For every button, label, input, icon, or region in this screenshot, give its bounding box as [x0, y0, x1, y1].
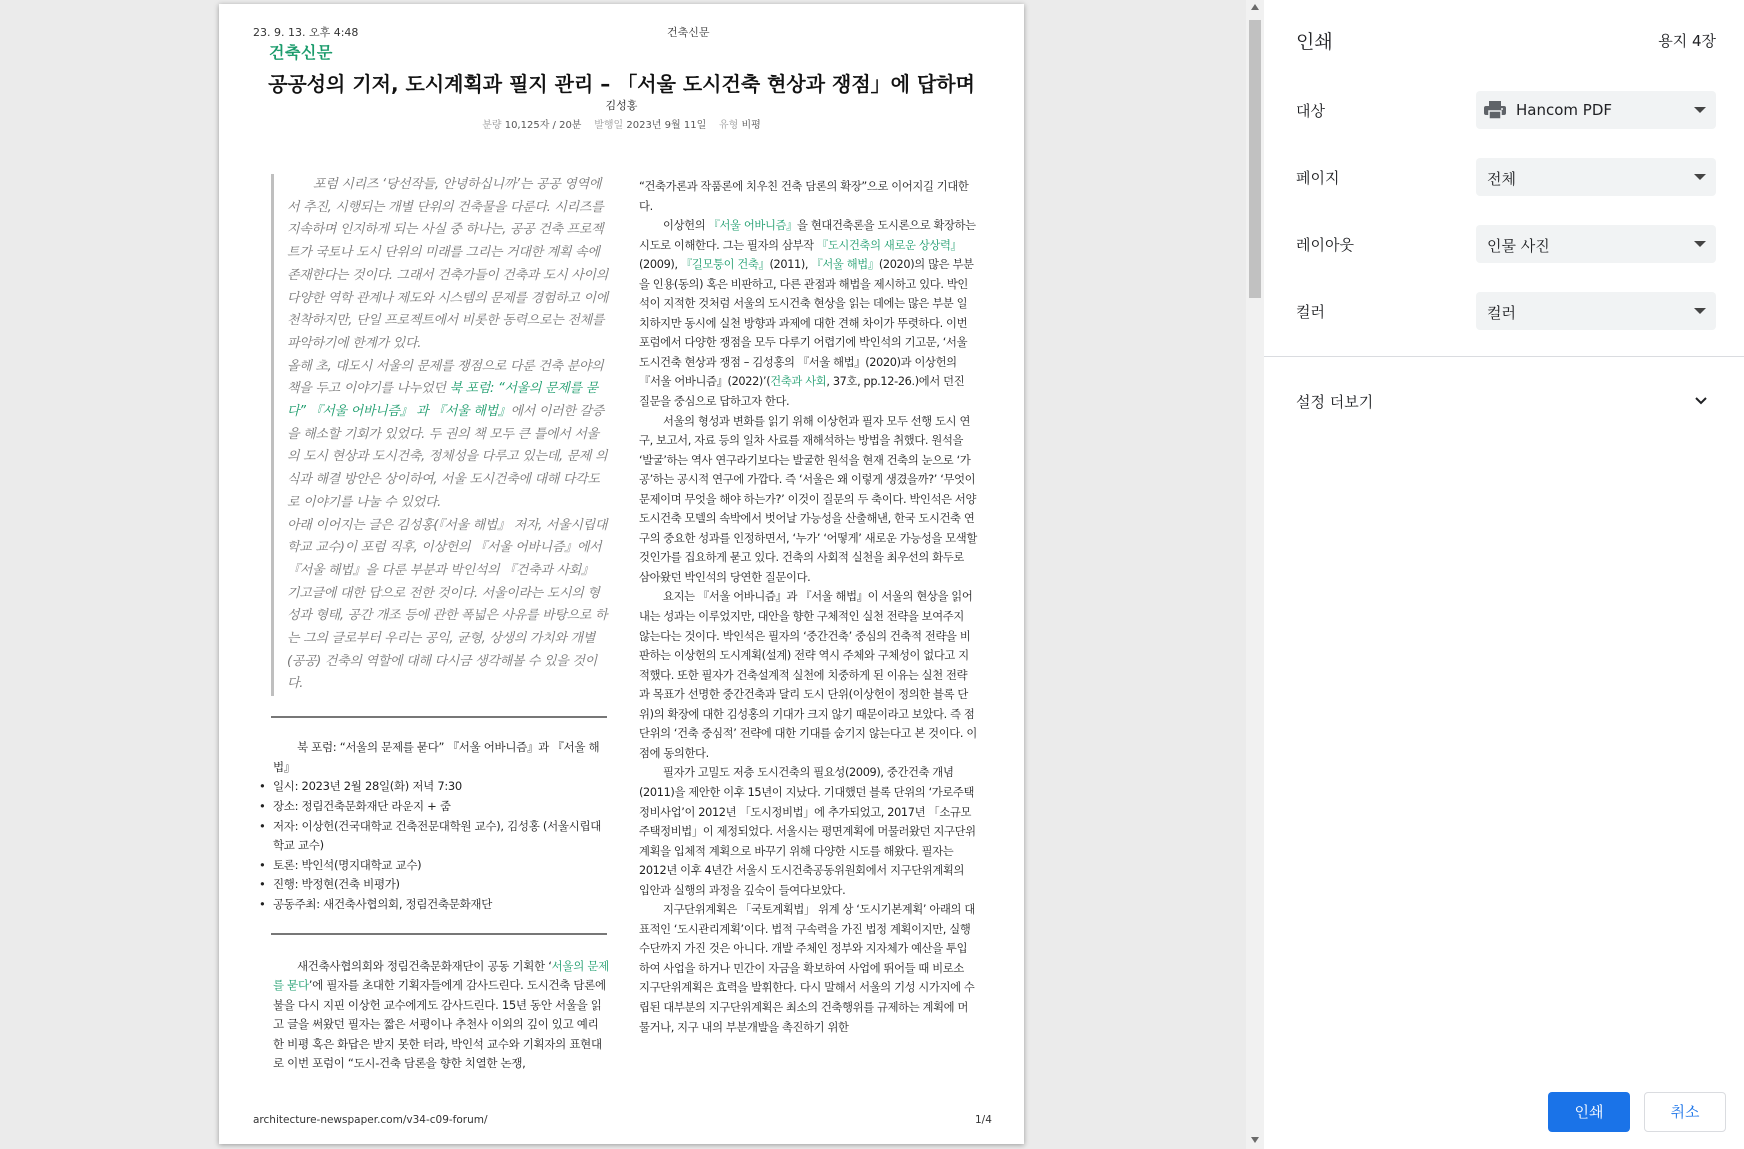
- quote-text: 에서 이러한 갈증을 해소할 기회가 있었다. 두 권의 책 모두 큰 틀에서 서울의 도시 현상과 도시건축, 정체성을 다루고 있는데, 문제 의식과 해결 방안은 상이하여, 서울 도시건축에 대해 다각도로 이야기를 나눌 수 있었다.: [287, 404, 608, 510]
- print-button[interactable]: 인쇄: [1548, 1092, 1630, 1132]
- book-link[interactable]: 『서울 해법』: [811, 258, 879, 272]
- list-item: • 일시: 2023년 2월 28일(화) 저녁 7:30: [273, 777, 609, 797]
- meta-date-value: 2023년 9월 11일: [626, 120, 707, 131]
- book-link[interactable]: 『도시건축의 새로운 상상력』: [816, 238, 962, 252]
- article-title: 공공성의 기저, 도시계획과 필지 관리 – 「서울 도시건축 현상과 쟁점」에 답하며: [268, 72, 975, 96]
- quote-paragraph: 포럼 시리즈 ‘당선작들, 안녕하십니까’는 공공 영역에서 추진, 시행되는 개별 단위의 건축물을 다룬다. 시리즈를 지속하며 인지하게 되는 사실 중 하나는, 공공 건축 프로젝트가 국토나 도시 단위의 미래를 그리는 거대한 계획 속에 존재한다는 것이다. 그래서 건축가들이 건축과 도시 사이의 다양한 역학 관계나 제도와 시스템의 문제를 경험하고 이에 천착하지만, 단일 프로젝트에서 비롯한 동력으로는 전체를 파악하기에 한계가 있다.: [287, 177, 609, 351]
- color-value: 컬러: [1487, 304, 1516, 322]
- meta-type-label: 유형: [718, 120, 739, 131]
- page-header-date: 23. 9. 13. 오후 4:48: [253, 26, 359, 39]
- pages-label: 페이지: [1296, 169, 1340, 187]
- pages-value: 전체: [1487, 170, 1516, 188]
- quote-text: 올해 초, 대도시 서울의 문제를 쟁점으로 다룬 건축 분야의 책을 두고 이야기를 나누었던: [287, 358, 604, 397]
- forum-info: [271, 738, 609, 914]
- quote-paragraph: [287, 356, 609, 515]
- printer-icon: [1484, 101, 1506, 119]
- more-settings-toggle[interactable]: 설정 더보기: [1296, 393, 1374, 411]
- destination-label: 대상: [1296, 102, 1325, 120]
- meta-type-value: 비평: [741, 120, 761, 131]
- divider: [271, 933, 607, 935]
- intro-paragraph: [271, 957, 609, 1075]
- list-item: • 공동주최: 새건축사협의회, 정림건축문화재단: [273, 895, 609, 915]
- site-logo: 건축신문: [269, 43, 333, 62]
- intro-text: ’에 필자를 초대한 기획자들에게 감사드린다. 도시건축 담론에 불을 다시 지핀 이상헌 교수에게도 감사드린다. 15년 동안 서울을 읽고 글을 써왔던 필자는 짧은 서평이나 추천사 이외의 깊이 있고 예리한 비평 혹은 화답은 받지 못한 터라, 박인석 교수와 기획자의 표현대로 이번 포럼이 “도시-건축 담론을 향한 치열한 논쟁,: [273, 978, 606, 1071]
- layout-value: 인물 사진: [1487, 237, 1550, 255]
- chevron-down-icon[interactable]: [1692, 392, 1710, 410]
- panel-title: 인쇄: [1296, 31, 1333, 53]
- meta-length-label: 분량: [482, 120, 502, 131]
- scroll-up-arrow-icon[interactable]: [1251, 4, 1259, 10]
- body-text: , 37호, pp.12-26.)에서 던진 질문을 중심으로 답하고자 한다.: [639, 375, 965, 409]
- article-meta: [219, 116, 1024, 131]
- body-text: 을 현대건축론을 도시론으로 확장하는 시도로 이해한다. 그는 필자의 삼부작: [639, 219, 976, 252]
- chevron-down-icon: [1694, 241, 1706, 247]
- meta-length-value: 10,125자 / 20분: [504, 120, 582, 131]
- body-text: (2011),: [769, 258, 812, 272]
- body-paragraph: 필자가 고밀도 저층 도시건축의 필요성(2009), 중간건축 개념(2011)을 제안한 이후 15년이 지났다. 기대했던 블록 단위의 ‘가로주택정비사업’이 2012년 「도시정비법」에 추가되었고, 2017년 「소규모주택정비법」이 제정되었다. 서울시는 평면계획에 머물러왔던 지구단위계획을 입체적 계획으로 바꾸기 위해 다양한 시도를 해왔다. 필자는 2012년 이후 4년간 서울시 도시건축공동위원회에서 지구단위계획의 입안과 실행의 과정을 깊숙이 들여다보았다.: [639, 766, 976, 897]
- preview-page: [219, 4, 1024, 1144]
- divider: [271, 716, 607, 718]
- page-footer-url: architecture-newspaper.com/v34-c09-forum/: [253, 1114, 488, 1126]
- layout-label: 레이아웃: [1296, 236, 1354, 254]
- journal-link[interactable]: 건축과 사회: [770, 375, 827, 389]
- book-link[interactable]: 『길모퉁이 건축』: [680, 258, 770, 272]
- chevron-down-icon: [1694, 308, 1706, 314]
- forum-link[interactable]: 북 포럼: “서울의 문제를 묻다” 『서울 어바니즘』 과 『서울 해법』: [287, 381, 598, 420]
- list-item: • 장소: 정림건축문화재단 라운지 + 줌: [273, 797, 609, 817]
- scroll-down-arrow-icon[interactable]: [1251, 1137, 1259, 1143]
- body-text: (2009),: [639, 258, 681, 272]
- layout-select[interactable]: [1476, 225, 1716, 263]
- list-item: • 진행: 박정현(건축 비평가): [273, 875, 609, 895]
- list-item: • 토론: 박인석(명지대학교 교수): [273, 856, 609, 876]
- scroll-thumb[interactable]: [1249, 20, 1261, 298]
- intro-text: 새건축사협의회와 정림건축문화재단이 공동 기획한 ‘: [297, 958, 552, 973]
- page-header-title: 건축신문: [667, 26, 710, 39]
- color-select[interactable]: [1476, 292, 1716, 330]
- pages-select[interactable]: [1476, 158, 1716, 196]
- cancel-button[interactable]: 취소: [1644, 1092, 1726, 1132]
- intro-blockquote: [271, 174, 609, 696]
- body-paragraph: “건축가론과 작품론에 치우친 건축 담론의 확장”으로 이어지길 기대한다.: [639, 180, 969, 213]
- body-paragraph: 서울의 형성과 변화를 읽기 위해 이상헌과 필자 모두 선행 도시 연구, 보고서, 자료 등의 일차 사료를 재해석하는 방법을 취했다. 원석을 ‘발굴’하는 역사 연구라기보다는 발굴한 원석을 현재 건축의 눈으로 ‘가공’하는 공시적 연구에 가깝다. 즉 ‘서울은 왜 이렇게 생겼을까?’ ‘무엇이 문제이며 무엇을 해야 하는가?’ 이것이 질문의 두 축이다. 박인석은 서양 도시건축 모델의 속박에서 벗어날 가능성을 산출해낸, 한국 도시건축 연구의 중요한 성과를 인정하면서, ‘누가’ ‘어떻게’ 새로운 가능성을 모색할 것인가를 집요하게 묻고 있다. 건축의 사회적 실천을 최우선의 화두로 삼아왔던 박인석의 당연한 질문이다.: [639, 414, 977, 584]
- chevron-down-icon: [1694, 107, 1706, 113]
- page-footer-number: 1/4: [975, 1114, 992, 1126]
- destination-select[interactable]: [1476, 91, 1716, 129]
- body-paragraph: [639, 216, 977, 411]
- forum-details-list: [273, 777, 609, 914]
- body-text: 이상헌의: [663, 219, 709, 233]
- book-link[interactable]: 『서울 어바니즘』: [708, 219, 798, 233]
- destination-value: Hancom PDF: [1516, 101, 1613, 119]
- forum-title: 북 포럼: “서울의 문제를 묻다” 『서울 어바니즘』과 『서울 해법』: [273, 740, 600, 774]
- body-paragraph: 요지는 『서울 어바니즘』과 『서울 해법』이 서울의 현상을 읽어내는 성과는 이루었지만, 대안을 향한 구체적인 실천 전략을 보여주지 않는다는 것이다. 박인석은 필자의 ‘중간건축’ 중심의 건축적 전략을 비판하는 이상헌의 도시계획(설계) 전략 역시 주체와 구체성이 없다고 지적했다. 또한 필자가 건축설계적 실천에 치중하게 된 이유는 실천 전략과 목표가 선명한 중간건축과 달리 도시 단위(이상헌이 정의한 블록 단위)의 확장에 대한 김성홍의 기대가 크지 않기 때문이라고 보았다. 즉 점 단위의 ‘건축 중심적’ 전략에 대한 기대를 숨기지 않는다고 본 것이다. 이 점에 동의한다.: [639, 590, 977, 760]
- body-text: (2020)의 많은 부분을 인용(동의) 혹은 비판하고, 다른 관점과 해법을 제시하고 있다. 박인석이 지적한 것처럼 서울의 도시건축 현상을 읽는 데에는 많은 부분 일치하지만 동시에 실천 방향과 과제에 대한 견해 차이가 뚜렷하다. 이번 포럼에서 다양한 쟁점을 모두 다루기 어렵기에 박인석의 기고문, ‘서울 도시건축 현상과 쟁점 – 김성홍의 『서울 해법』(2020)과 이상헌의 『서울 어바니즘』(2022)’(: [639, 258, 974, 389]
- meta-date-label: 발행일: [594, 120, 624, 131]
- list-item: • 저자: 이상헌(건국대학교 건축전문대학원 교수), 김성홍 (서울시립대학교 교수): [273, 817, 609, 856]
- panel-divider: [1264, 356, 1744, 357]
- print-settings-panel: [1264, 0, 1744, 1149]
- left-column: [271, 174, 609, 1074]
- right-column: [639, 177, 977, 1037]
- color-label: 컬러: [1296, 303, 1325, 321]
- article-author: 김성홍: [605, 99, 638, 112]
- series-link[interactable]: 서울의 문제를 묻다: [273, 958, 609, 993]
- body-paragraph: 지구단위계획은 「국토계획법」 위계 상 ‘도시기본계획’ 아래의 대표적인 ‘도시관리계획’이다. 법적 구속력을 가진 법정 계획이지만, 실행 수단까지 가진 것은 아니다. 개발 주체인 정부와 지자체가 예산을 투입하여 사업을 하거나 민간이 자금을 확보하여 사업에 뛰어들 때 비로소 지구단위계획은 효력을 발휘한다. 다시 말해서 서울의 기성 시가지에 수립된 대부분의 지구단위계획은 최소의 건축행위를 규제하는 계획에 머물거나, 지구 내의 부분개발을 촉진하기 위한: [639, 903, 975, 1034]
- sheet-count: 용지 4장: [1658, 32, 1716, 50]
- preview-scrollbar[interactable]: [1246, 0, 1264, 1149]
- quote-paragraph: 아래 이어지는 글은 김성홍(『서울 해법』 저자, 서울시립대학교 교수)이 포럼 직후, 이상헌의 『서울 어바니즘』에서 『서울 해법』을 다룬 부분과 박인석의 『건축과 사회』 기고글에 대한 답으로 전한 것이다. 서울이라는 도시의 형성과 형태, 공간 개조 등에 관한 폭넓은 사유를 바탕으로 하는 그의 글로부터 우리는 공익, 균형, 상생의 가치와 개별 (공공) 건축의 역할에 대해 다시금 생각해볼 수 있을 것이다.: [287, 517, 608, 692]
- chevron-down-icon: [1694, 174, 1706, 180]
